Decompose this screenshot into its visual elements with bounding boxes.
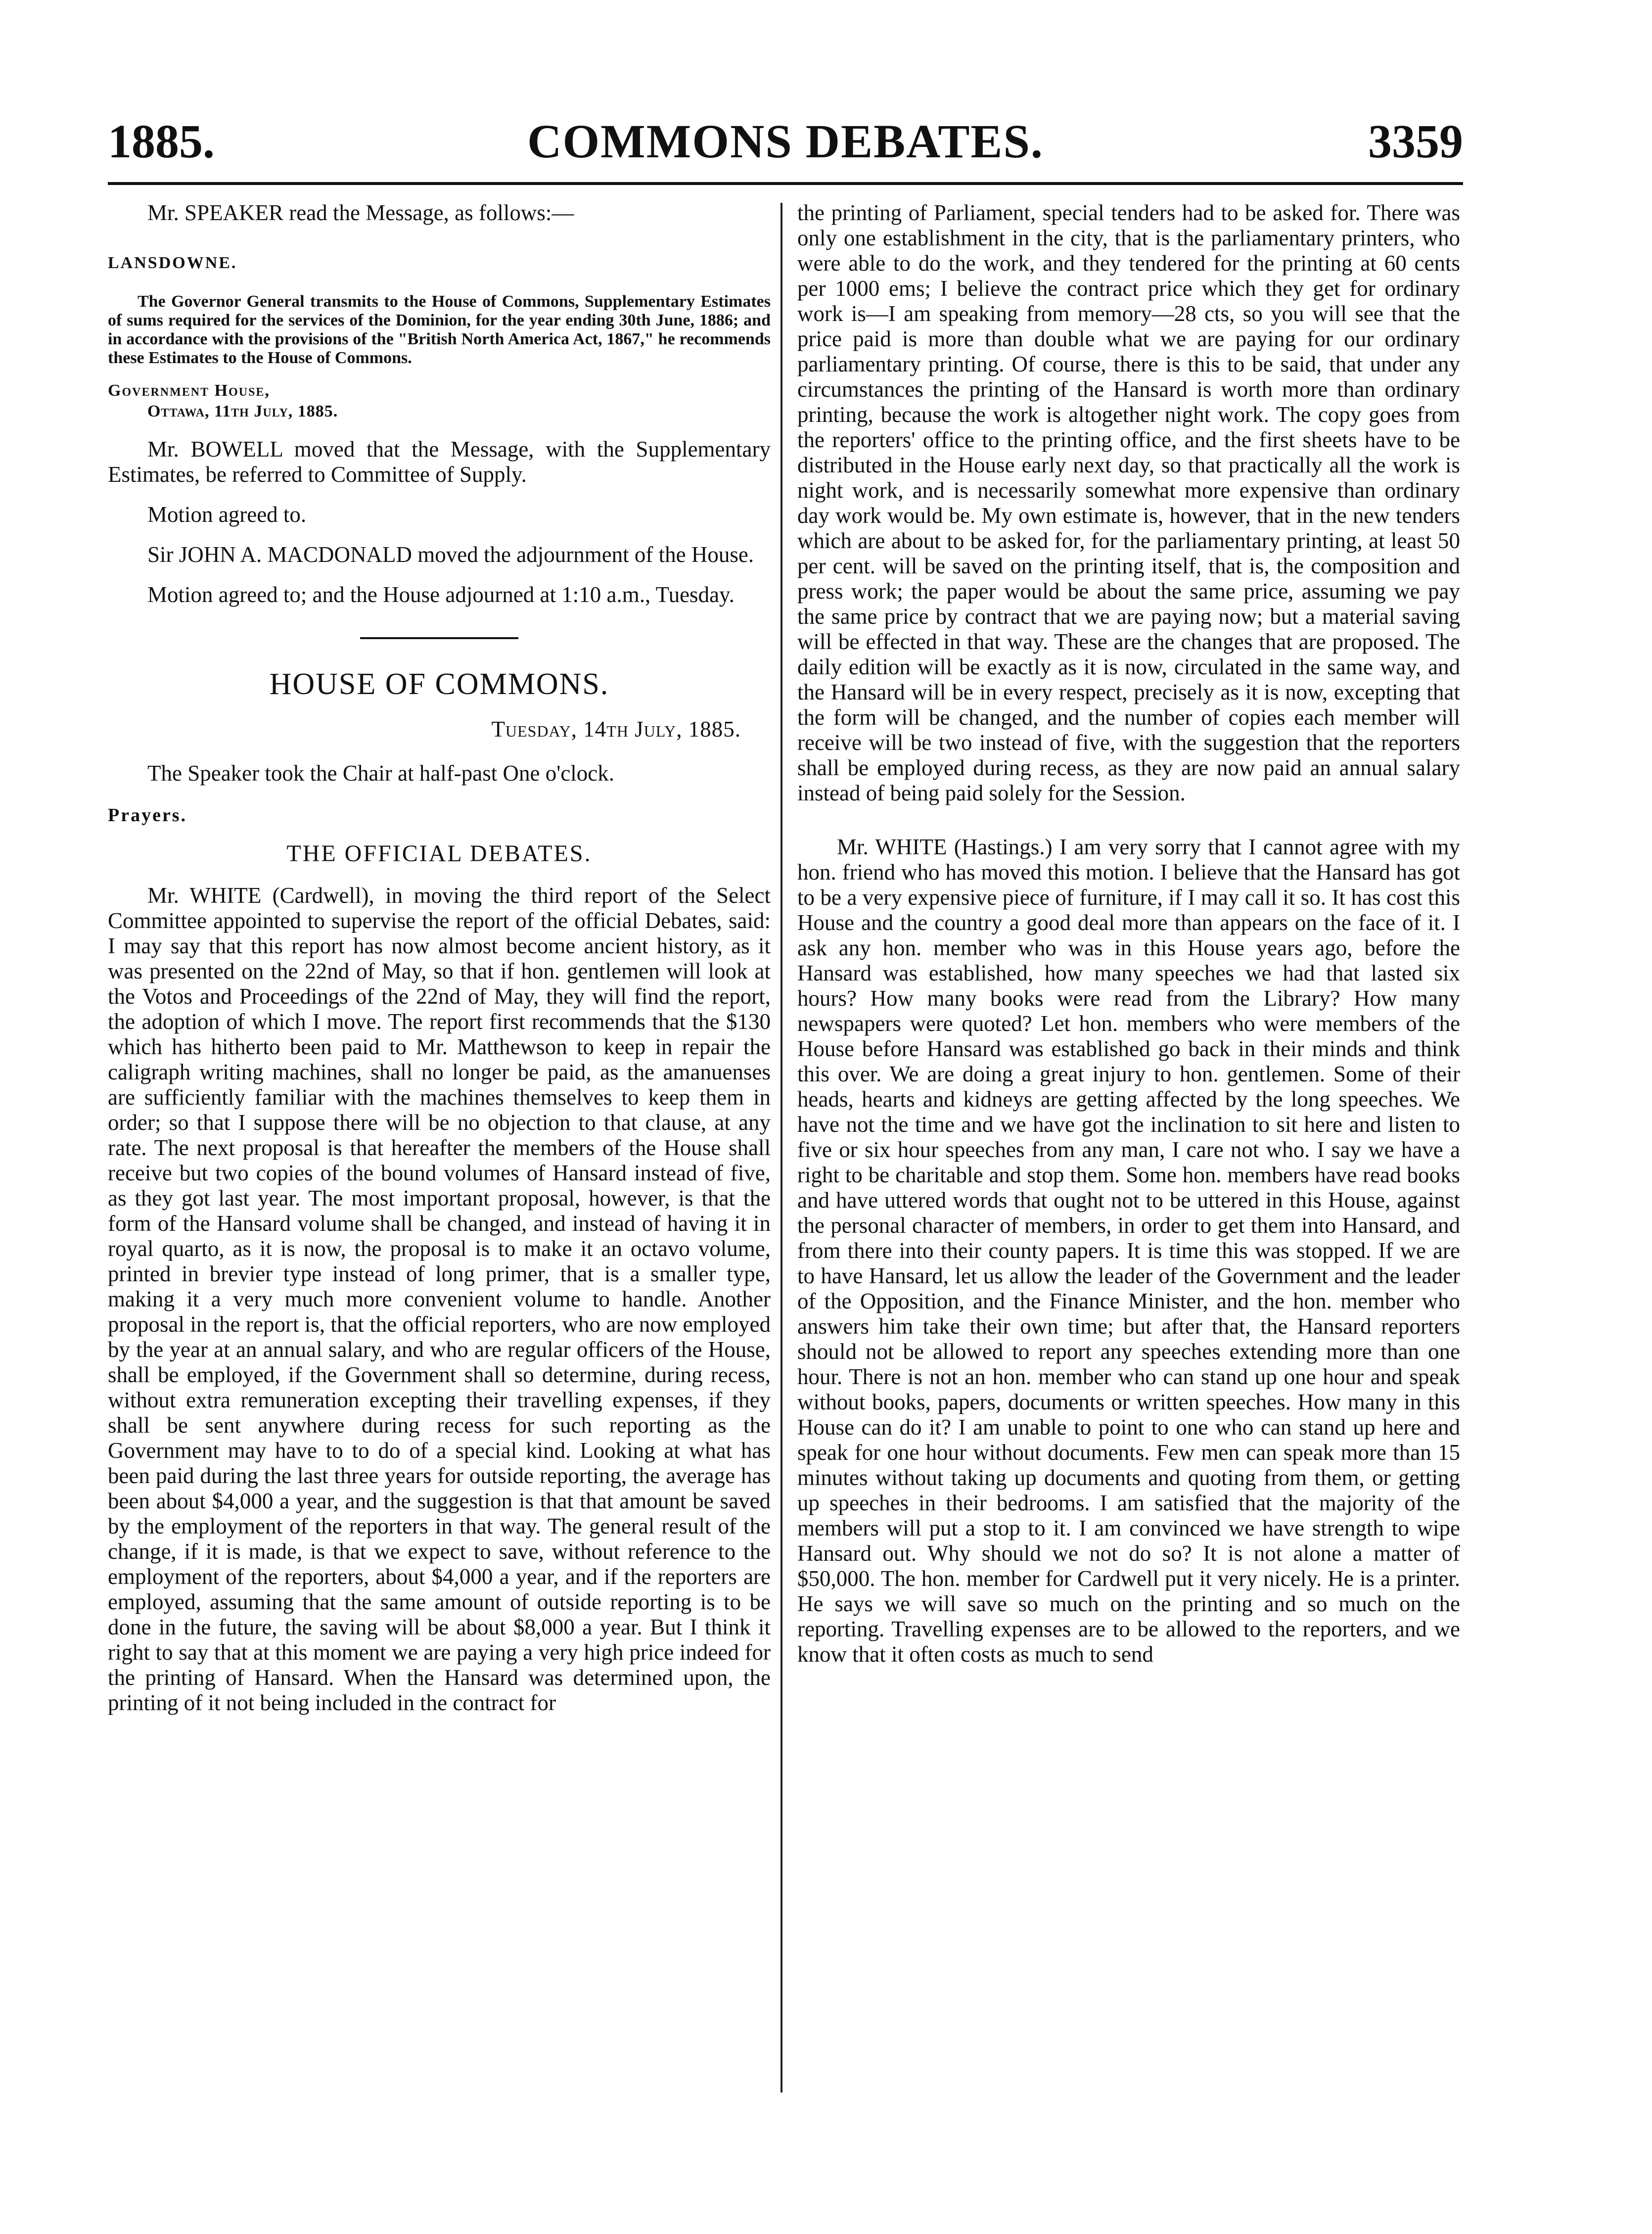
column-divider xyxy=(780,203,782,2093)
address-line-2: Ottawa, 11th July, 1885. xyxy=(147,402,338,420)
speaker-chair: The Speaker took the Chair at half-past One o'clock. xyxy=(147,761,615,786)
house-adjourned: Motion agreed to; and the House adjourned at 1:10 a.m., Tuesday. xyxy=(147,582,734,607)
motion-agreed: Motion agreed to. xyxy=(147,502,307,527)
white-hastings-speech: Mr. WHITE (Hastings.) I am very sorry that I cannot agree with my hon. friend who has moved this motion. I believe that the Hansard has got to be a very expensive piece of furniture, if I may call it so. It has cost this House and the country a good deal more than appears on the face of it. I ask any hon. member who was in this House years ago, before the Hansard was established, how many speeches we had that lasted six hours? How many books were read from the Library? How many newspapers were quoted? Let hon. members who were members of the House before Hansard was established go back in their minds and think this over. We are doing a great injury to hon. gentlemen. Some of their heads, hearts and kidneys are getting affected by the long speeches. We have not the time and we have got the inclination to sit here and listen to five or six hour speeches from any man, I care not who. I say we have a right to be charitable and stop them. Some hon. members have read books and have uttered words that ought not to be uttered in this House, against the personal character of members, in order to get them into Hansard, and from there into their county papers. It is time this was stopped. If we are to have Hansard, let us allow the leader of the Government and the leader of the Opposition, and the Finance Minister, and the hon. member who answers him take their own time; but after that, the Hansard reporters should not be allowed to report any speeches extending more than one hour. There is not an hon. member who can stand up one hour and speak without books, papers, documents or written speeches. How many in this House can do it? I am unable to point to one who can stand up here and speak for one hour without documents. Few men can speak more than 15 minutes without taking up documents and quoting from them, or getting up speeches in their bedrooms. I am satisfied that the majority of the members will put a stop to it. I am convinced we have strength to wipe Hansard out. Why should we not do so? It is not alone a matter of $50,000. The hon. member for Cardwell put it very nicely. He is a printer. He says we will save so much on the printing and so much on the reporting. Travelling expenses are to be allowed to the reporters, and we know that it often costs as much to send xyxy=(797,835,1460,1667)
section-rule xyxy=(360,637,518,639)
left-column xyxy=(108,200,771,1716)
header-year: 1885. xyxy=(108,115,215,168)
speaker-read-paragraph: Mr. SPEAKER read the Message, as follows:— xyxy=(147,200,574,225)
governor-message-text: The Governor General transmits to the House of Commons, Supplementary Estimates of sums required for the services of the Dominion, for the year ending 30th June, 1886; and in accordance with the provisions of the "British North America Act, 1867," he recommends these Estimates to the House of Commons. xyxy=(108,292,771,367)
sitting-date: Tuesday, 14th July, 1885. xyxy=(491,717,741,742)
journal-title: COMMONS DEBATES. xyxy=(527,115,1044,168)
speech-continuation: the printing of Parliament, special tenders had to be asked for. There was only one establishment in the city, that is the parliamentary printers, who were able to do the work, and they tendered for the printing at 60 cents per 1000 ems; I believe the contract price which they get for ordinary work is—I am speaking from memory—28 cts, so you will see that the price paid is more than double what we are paying for our ordinary parliamentary printing. Of course, there is this to be said, that under any circumstances the printing of the Hansard is worth more than ordinary printing, because the work is altogether night work. The copy goes from the reporters' office to the printing office, and the first sheets have to be distributed in the House early next day, so that practically all the work is night work, and is necessarily somewhat more expensive than ordinary day work would be. My own estimate is, however, that in the new tenders which are about to be asked for, for the parliamentary printing, at least 50 per cent. will be saved on the printing itself, that is, the composition and press work; the paper would be about the same price, assuming we pay the same price by contract that we are paying now; but a material saving will be effected in that way. These are the changes that are proposed. The daily edition will be exactly as it is now, circulated in the same way, and the Hansard will be in every respect, precisely as it is now, excepting that the form will be changed, and the number of copies each member will receive will be two instead of five, with the suggestion that the reporters shall be employed during recess, as they are now paid an annual salary instead of being paid solely for the Session. xyxy=(797,200,1460,805)
house-of-commons-title: HOUSE OF COMMONS. xyxy=(269,667,609,701)
message-address xyxy=(108,380,771,422)
macdonald-motion: Sir JOHN A. MACDONALD moved the adjournment of the House. xyxy=(147,542,754,567)
page-number: 3359 xyxy=(1368,115,1463,168)
header-rule xyxy=(108,182,1463,185)
prayers-heading: Prayers. xyxy=(108,805,187,826)
governor-message xyxy=(108,292,771,368)
right-column xyxy=(797,200,1460,1667)
official-debates-title: THE OFFICIAL DEBATES. xyxy=(286,840,592,867)
page-header xyxy=(108,114,1463,168)
signature-lansdowne: LANSDOWNE. xyxy=(108,254,237,272)
bowell-motion: Mr. BOWELL moved that the Message, with the Supplementary Estimates, be referred to Committee of Supply. xyxy=(108,437,771,487)
address-line-1: Government House, xyxy=(108,381,270,400)
white-cardwell-speech: Mr. WHITE (Cardwell), in moving the third report of the Select Committee appointed to supervise the report of the official Debates, said: I may say that this report has now almost become ancient history, as it was presented on the 22nd of May, so that if hon. gentlemen will look at the Votos and Proceedings of the 22nd of May, they will find the report, the adoption of which I move. The report first recommends that the $130 which has hitherto been paid to Mr. Matthewson to keep in repair the caligraph writing machines, shall no longer be paid, as the amanuenses are sufficiently familiar with the machines themselves to keep them in order; so that I suppose there will be no objection to that clause, at any rate. The next proposal is that hereafter the members of the House shall receive but two copies of the bound volumes of Hansard instead of five, as they got last year. The most important proposal, however, is that the form of the Hansard volume shall be changed, and instead of having it in royal quarto, as it is now, the proposal is to make it an octavo volume, printed in brevier type instead of long primer, that is a smaller type, making it a very much more convenient volume to handle. Another proposal in the report is, that the official reporters, who are now employed by the year at an annual salary, and who are regular officers of the House, shall be employed, if the Government shall so determine, during recess, without extra remuneration excepting their travelling expenses, if they shall be sent anywhere during recess for such reporting as the Government may have to to do of a special kind. Looking at what has been paid during the last three years for outside reporting, the average has been about $4,000 a year, and the suggestion is that that amount be saved by the employment of the reporters in that way. The general result of the change, if it is made, is that we expect to save, without reference to the employment of the reporters, about $4,000 a year, and if the reporters are employed, assuming that the same amount of outside reporting is to be done in the future, the saving will be about $8,000 a year. But I think it right to say that at this moment we are paying a very high price indeed for the printing of Hansard. When the Hansard was determined upon, the printing of it not being included in the contract for xyxy=(108,883,771,1715)
